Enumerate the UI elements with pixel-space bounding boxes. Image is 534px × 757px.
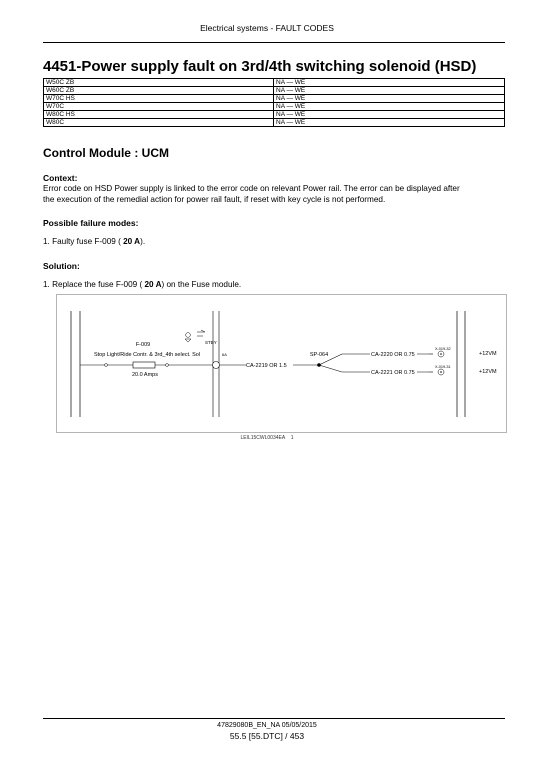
context-line-1: Error code on HSD Power supply is linked to the error code on relevant Power rail. The error can be displayed after xyxy=(43,184,460,193)
failure-modes-heading: Possible failure modes: xyxy=(43,218,139,228)
context-line-2: the execution of the remedial action for power rail fault, if reset with key cycle is not performed. xyxy=(43,195,386,204)
fuse-description: Stop Light/Ride Contr. & 3rd_4th select. Sol xyxy=(93,352,201,358)
footer-rule xyxy=(43,718,505,719)
model-name-cell: W60C ZB xyxy=(44,87,274,95)
model-name-cell: W50C ZB xyxy=(44,79,274,87)
control-module-heading: Control Module : UCM xyxy=(43,146,169,160)
failure-item-value: 20 A xyxy=(123,237,141,246)
model-row xyxy=(44,111,505,119)
wire-lower-label: CA-2221 OR 0.75 xyxy=(371,370,415,376)
model-row xyxy=(44,103,505,111)
solution-item-value: 20 A xyxy=(144,280,162,289)
model-name-cell: W70C xyxy=(44,103,274,111)
model-applicability-cell: NA — WE xyxy=(274,103,505,111)
model-name-cell: W80C HS xyxy=(44,111,274,119)
connector-upper-label: X-019-32 xyxy=(435,347,451,351)
model-row xyxy=(44,79,505,87)
figure-caption xyxy=(0,435,534,441)
failure-mode-item xyxy=(43,237,145,246)
dest-upper-label: +12VM xyxy=(479,351,497,357)
figure-code: LEIL15CWL0034EA xyxy=(240,435,286,441)
model-row xyxy=(44,87,505,95)
footer-page-ref: 55.5 [55.DTC] / 453 xyxy=(229,731,305,741)
solution-item xyxy=(43,280,241,289)
wire-upper-label: CA-2220 OR 0.75 xyxy=(371,352,415,358)
footer-doc-ref: 47829080B_EN_NA 05/05/2015 xyxy=(217,722,317,729)
figure-number: 1 xyxy=(290,435,294,441)
dest-lower-label: +12VM xyxy=(479,369,497,375)
fuse-rating: 20.0 Amps xyxy=(132,372,158,378)
model-row xyxy=(44,95,505,103)
key-icon xyxy=(185,330,205,342)
model-applicability-cell: NA — WE xyxy=(274,111,505,119)
wiring-diagram xyxy=(56,294,507,433)
fuse-terminal: 6A xyxy=(222,352,227,357)
solution-heading: Solution: xyxy=(43,261,80,271)
solution-item-suffix: ) on the Fuse module. xyxy=(161,280,242,289)
splice-label: SP-064 xyxy=(309,352,329,358)
model-name-cell: W70C HS xyxy=(44,95,274,103)
connector-lower-label: X-019-31 xyxy=(435,365,451,369)
fault-title: 4451-Power supply fault on 3rd/4th switching solenoid (HSD) xyxy=(43,58,477,75)
model-table xyxy=(43,78,505,127)
context-heading: Context: xyxy=(43,173,78,183)
fuse-icon xyxy=(133,362,155,368)
fuse-id: F-009 xyxy=(135,342,151,348)
header-rule xyxy=(43,42,505,43)
fuse-pin-left xyxy=(105,364,108,367)
failure-item-suffix: ). xyxy=(140,237,146,246)
model-applicability-cell: NA — WE xyxy=(274,119,505,127)
fuse-pin-right xyxy=(166,364,169,367)
context-text xyxy=(43,183,513,205)
model-applicability-cell: NA — WE xyxy=(274,87,505,95)
model-name-cell: W80C xyxy=(44,119,274,127)
model-row xyxy=(44,119,505,127)
wire-main-label-text: CA-2219 OR 1.5 xyxy=(246,362,287,369)
solution-item-prefix: 1. Replace the fuse F-009 ( xyxy=(43,280,145,289)
running-header: Electrical systems - FAULT CODES xyxy=(200,23,334,33)
model-applicability-cell: NA — WE xyxy=(274,95,505,103)
model-applicability-cell: NA — WE xyxy=(274,79,505,87)
failure-item-prefix: 1. Faulty fuse F-009 ( xyxy=(43,237,124,246)
stby-label: STBY xyxy=(205,340,217,345)
connector-icon xyxy=(213,362,220,369)
